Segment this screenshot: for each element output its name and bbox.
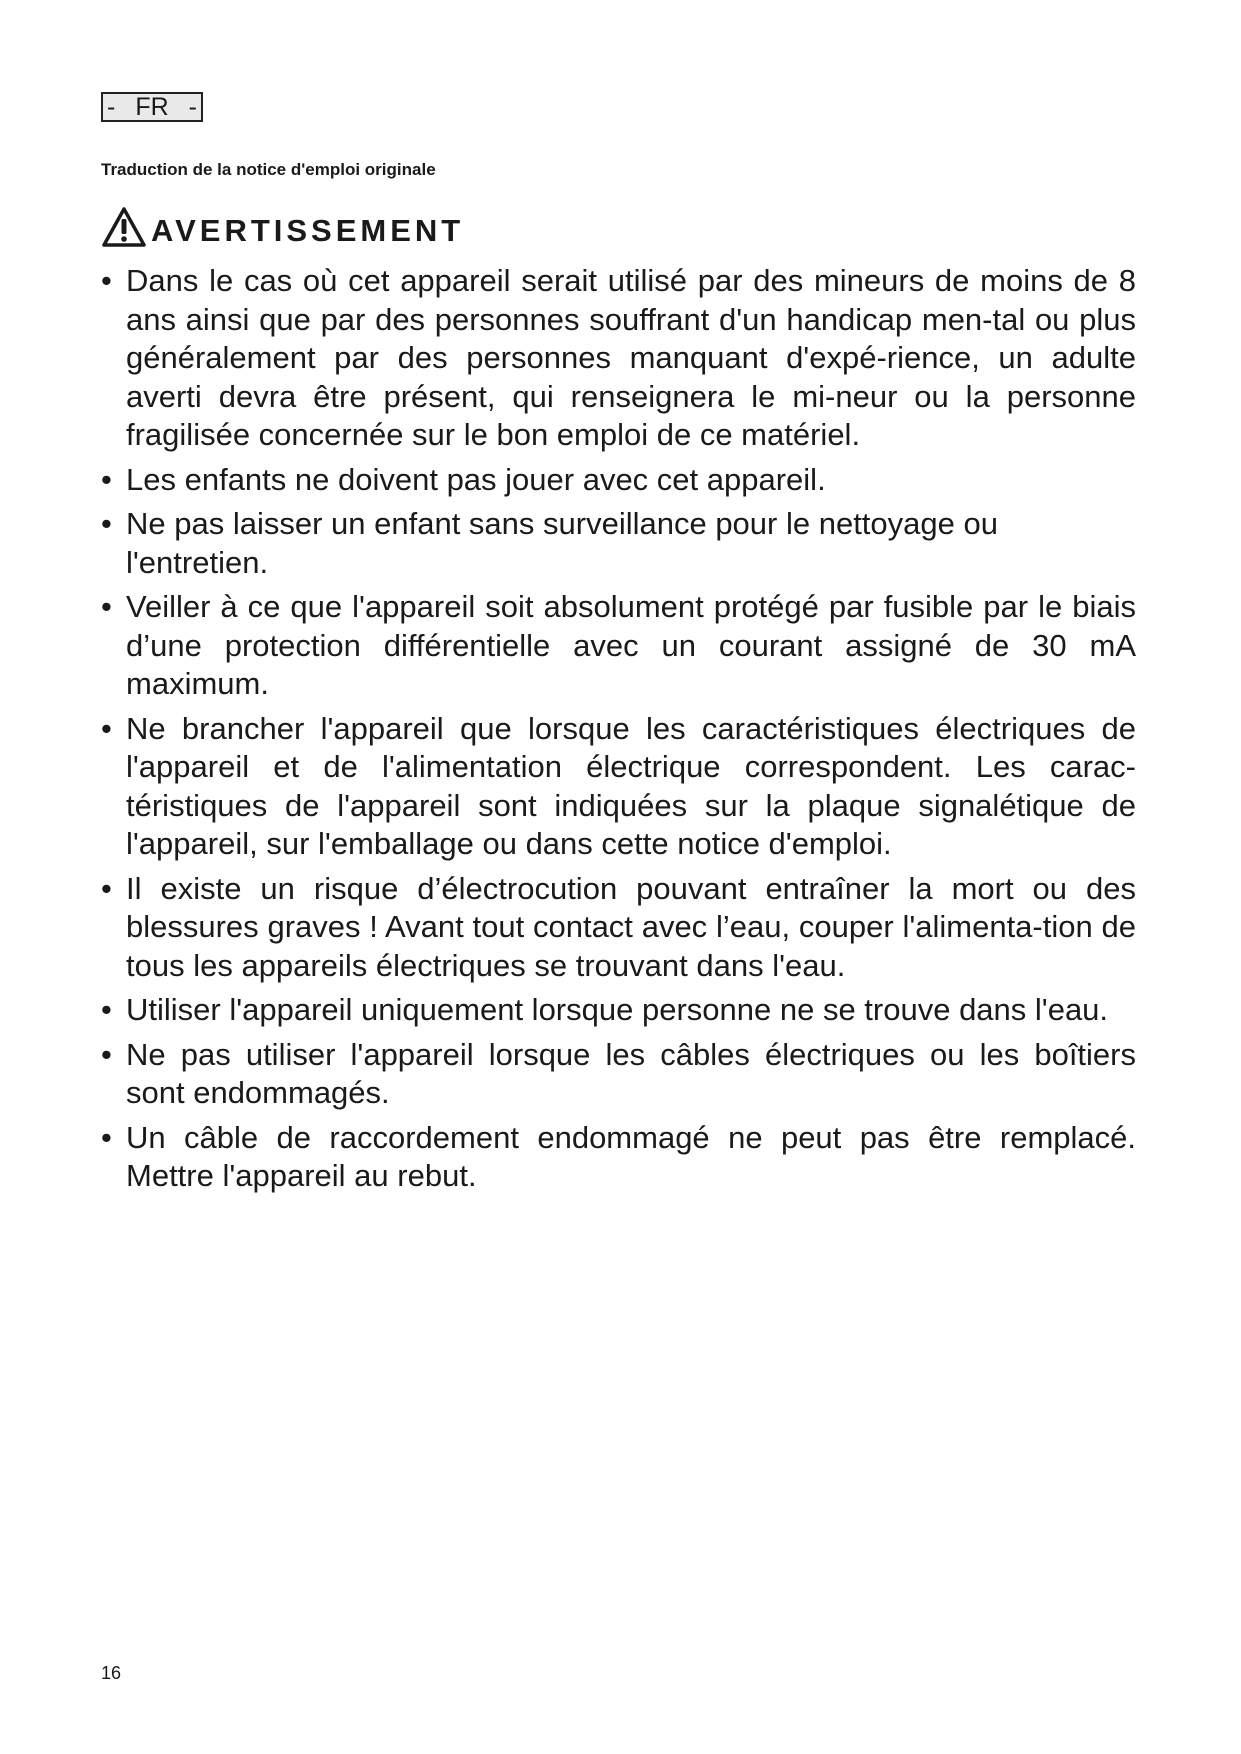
document-subtitle: Traduction de la notice d'emploi originale [101, 160, 436, 179]
language-tag-dash-left: - [107, 93, 116, 121]
language-tag [101, 92, 203, 122]
list-item: • Utiliser l'appareil uniquement lorsque personne ne se trouve dans l'eau. [101, 991, 1136, 1030]
list-item: • Veiller à ce que l'appareil soit absolument protégé par fusible par le biais d’une protection différentielle avec un courant assigné de 30 mA maximum. [101, 588, 1136, 704]
list-item: • Ne pas utiliser l'appareil lorsque les câbles électriques ou les boîtiers sont endommagés. [101, 1036, 1136, 1113]
warning-heading [101, 206, 464, 248]
list-item: • Il existe un risque d’électrocution pouvant entraîner la mort ou des blessures graves ! Avant tout contact avec l’eau, couper l'alimenta-tion de tous les appareils électriques se trouvant dans l'eau. [101, 870, 1136, 986]
list-item: • Ne pas laisser un enfant sans surveillance pour le nettoyage ou l'entretien. [101, 505, 1136, 582]
page-number: 16 [101, 1663, 122, 1683]
list-item: • Dans le cas où cet appareil serait utilisé par des mineurs de moins de 8 ans ainsi que par des personnes souffrant d'un handicap men-tal ou plus généralement par des personnes manquant d'expé-rience, un adulte averti devra être présent, qui renseignera le mi-neur ou la personne fragilisée concernée sur le bon emploi de ce matériel. [101, 262, 1136, 455]
warning-triangle-icon [101, 206, 147, 248]
list-item: • Les enfants ne doivent pas jouer avec cet appareil. [101, 461, 1136, 500]
warning-title: AVERTISSEMENT [151, 213, 465, 248]
language-code: FR [135, 93, 169, 121]
list-item: • Ne brancher l'appareil que lorsque les caractéristiques électriques de l'appareil et de l'alimentation électrique correspondent. Les carac-téristiques de l'appareil sont indiquées sur la plaque signalétique de l'appareil, sur l'emballage ou dans cette notice d'emploi. [101, 710, 1136, 864]
language-tag-dash-right: - [188, 93, 197, 121]
warning-list [101, 262, 1136, 1202]
list-item: • Un câble de raccordement endommagé ne peut pas être remplacé. Mettre l'appareil au rebut. [101, 1119, 1136, 1196]
